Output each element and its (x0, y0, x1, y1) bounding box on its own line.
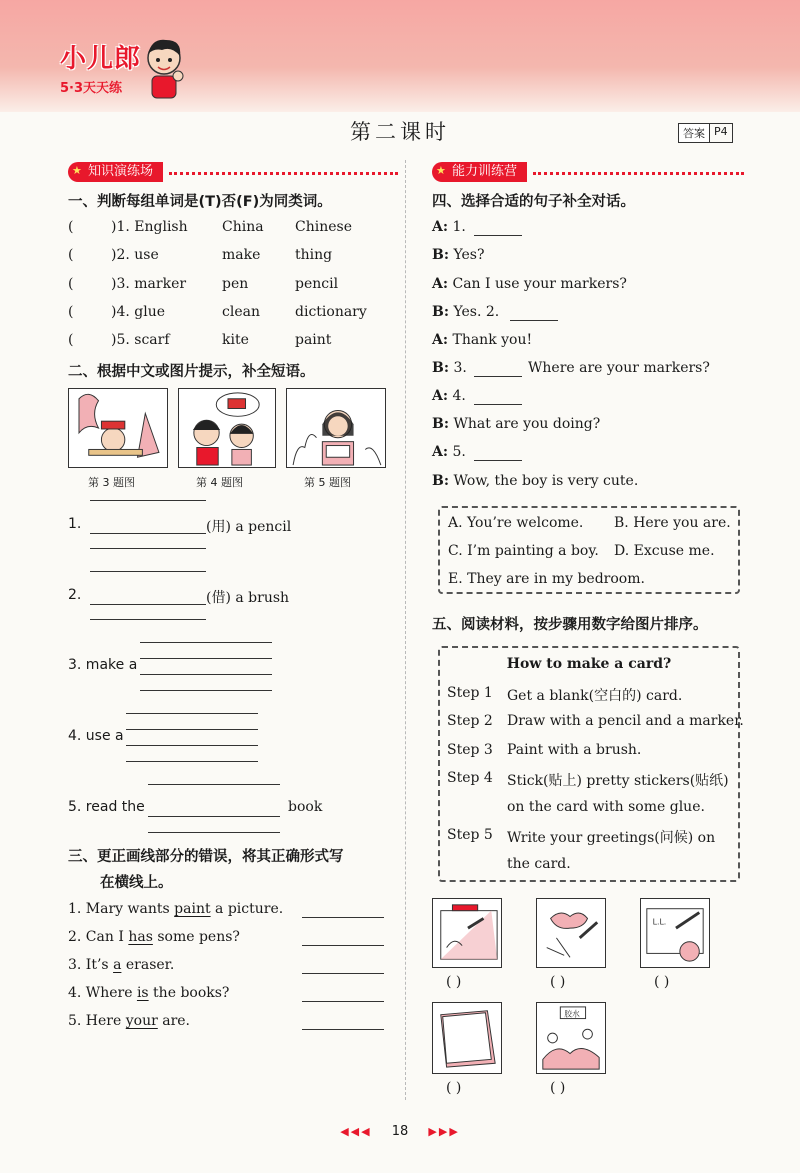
word-1: )1. English (111, 219, 188, 235)
dialog-line (432, 416, 600, 432)
answer-line[interactable] (148, 832, 280, 833)
word-2: clean (222, 304, 260, 320)
logo (60, 38, 141, 96)
answer-line[interactable] (90, 533, 206, 534)
answer-line[interactable] (126, 761, 258, 762)
dialog-text: 3. (453, 360, 467, 376)
speaker: A: (432, 332, 449, 348)
order-paren[interactable]: ( ) (550, 974, 566, 990)
dialog-text: Yes? (453, 247, 485, 263)
correction-item (68, 957, 174, 973)
speaker: B: (432, 360, 450, 376)
answer-paren[interactable]: ( (68, 276, 74, 292)
left-banner-label: ★ 知识演练场 (68, 162, 163, 182)
sentence-post: eraser. (121, 957, 175, 973)
dialog-text: Yes. 2. (453, 304, 500, 320)
phrase-text: 4. use a (68, 728, 124, 744)
step-text-cont: on the card with some glue. (507, 799, 705, 815)
step-text: Get a blank(空白的) card. (507, 688, 683, 704)
answer-page: P4 (714, 125, 728, 138)
dialog-text: 1. (452, 219, 466, 235)
dialog-line (432, 276, 627, 292)
dialog-text: What are you doing? (453, 416, 601, 432)
answer-line[interactable] (126, 745, 258, 746)
dialog-text: Thank you! (452, 332, 533, 348)
step-text: Write your greetings(问候) on (507, 830, 716, 846)
sentence-post: a picture. (210, 901, 284, 917)
boy-mascot-icon (142, 36, 186, 100)
dialog-text: 4. (452, 388, 466, 404)
sentence-pre: 4. Where (68, 985, 137, 1001)
right-section-banner (432, 162, 744, 182)
phrase-hint: (借) a brush (206, 590, 290, 606)
phrase-text: book (288, 799, 323, 815)
picture-caption: 第 4 题图 (196, 476, 243, 489)
answer-line[interactable] (474, 460, 522, 461)
speaker: A: (432, 276, 449, 292)
underlined-word: paint (174, 901, 211, 917)
card-title: How to make a card? (506, 656, 672, 672)
answer-line[interactable] (474, 235, 522, 236)
answer-line[interactable] (90, 571, 206, 572)
answer-line[interactable] (302, 945, 384, 946)
page-footer (0, 1124, 800, 1139)
dialog-text-after: Where are your markers? (528, 360, 710, 376)
order-paren[interactable]: ( ) (654, 974, 670, 990)
part5-title: 五、阅读材料，按步骤用数字给图片排序。 (432, 617, 708, 633)
option-d: D. Excuse me. (614, 543, 715, 559)
underlined-word: a (113, 957, 122, 973)
step-label: Step 4 (447, 770, 493, 786)
answer-line[interactable] (126, 729, 258, 730)
column-divider (405, 160, 406, 1100)
glue-label: 胶水 (564, 1009, 580, 1019)
correction-item (68, 985, 229, 1001)
left-section-banner (68, 162, 398, 182)
underlined-word: has (128, 929, 153, 945)
answer-paren[interactable]: ( (68, 304, 74, 320)
dialog-text: 5. (452, 444, 466, 460)
picture-drawing-icon (432, 898, 502, 968)
page-number: 18 (391, 1124, 409, 1139)
picture-painting-icon (68, 388, 168, 468)
left-arrows-icon: ◀◀◀ (340, 1125, 372, 1138)
option-e: E. They are in my bedroom. (448, 571, 645, 587)
sentence-post: are. (157, 1013, 191, 1029)
dialog-line (432, 444, 466, 460)
answer-line[interactable] (148, 784, 280, 785)
step-text: Stick(贴上) pretty stickers(贴纸) (507, 773, 729, 789)
word-3: pencil (295, 276, 339, 292)
dialog-line (432, 304, 499, 320)
answer-line[interactable] (474, 376, 522, 377)
speaker: B: (432, 304, 450, 320)
dialog-text: Can I use your markers? (452, 276, 627, 292)
dialog-line (432, 219, 466, 235)
word-3: paint (295, 332, 332, 348)
order-paren[interactable]: ( ) (446, 1080, 462, 1096)
answer-line[interactable] (140, 658, 272, 659)
step-text-cont: the card. (507, 856, 571, 872)
answer-line[interactable] (510, 320, 558, 321)
answer-label: 答案 (679, 124, 710, 142)
answer-paren[interactable]: ( (68, 247, 74, 263)
answer-line[interactable] (140, 674, 272, 675)
step-label: Step 1 (447, 685, 493, 701)
word-1: )5. scarf (111, 332, 170, 348)
answer-line[interactable] (302, 973, 384, 974)
sentence-pre: 1. Mary wants (68, 901, 175, 917)
sentence-post: some pens? (152, 929, 240, 945)
dialog-line (432, 360, 467, 376)
logo-sub-text: 5·3天天练 (60, 81, 123, 96)
answer-paren[interactable]: ( (68, 332, 74, 348)
answer-line[interactable] (302, 917, 384, 918)
underlined-word: your (125, 1013, 158, 1029)
speaker: B: (432, 416, 450, 432)
speaker: B: (432, 473, 450, 489)
banner-dots (533, 172, 744, 175)
answer-line[interactable] (474, 404, 522, 405)
speaker: A: (432, 444, 449, 460)
part3-title: 三、更正画线部分的错误，将其正确形式写 (68, 849, 344, 865)
speaker: A: (432, 219, 449, 235)
phrase-number: 2. (68, 587, 82, 603)
dialog-line (432, 473, 638, 489)
picture-caption: 第 3 题图 (88, 476, 135, 489)
part2-title: 二、根据中文或图片提示，补全短语。 (68, 364, 315, 380)
option-c: C. I’m painting a boy. (448, 543, 599, 559)
sentence-pre: 2. Can I (68, 929, 129, 945)
dialog-line (432, 332, 532, 348)
answer-line[interactable] (140, 642, 272, 643)
picture-painting-brush-icon (536, 898, 606, 968)
picture-caption: 第 5 题图 (304, 476, 351, 489)
phrase-text: 5. read the (68, 799, 145, 815)
part3-title-cont: 在横线上。 (100, 875, 173, 891)
dialog-text: Wow, the boy is very cute. (453, 473, 639, 489)
answer-line[interactable] (90, 500, 206, 501)
answer-line[interactable] (148, 816, 280, 817)
order-paren[interactable]: ( ) (550, 1080, 566, 1096)
phrase-hint: (用) a pencil (206, 519, 292, 535)
word-2: pen (222, 276, 249, 292)
word-3: dictionary (295, 304, 367, 320)
step-label: Step 2 (447, 713, 493, 729)
phrase-number: 1. (68, 516, 82, 532)
answer-line[interactable] (90, 548, 206, 549)
picture-girl-reading-icon (286, 388, 386, 468)
option-a: A. You’re welcome. (448, 515, 584, 531)
part1-title: 一、判断每组单词是(T)否(F)为同类词。 (68, 194, 332, 210)
underlined-word: is (136, 985, 149, 1001)
answer-line[interactable] (90, 619, 206, 620)
card-scribble-text: L.L. (652, 917, 667, 927)
answer-line[interactable] (302, 1001, 384, 1002)
answer-line[interactable] (90, 604, 206, 605)
option-b: B. Here you are. (614, 515, 731, 531)
logo-main-text: 小儿郎 (60, 44, 142, 74)
sentence-post: the books? (148, 985, 230, 1001)
answer-line[interactable] (302, 1029, 384, 1030)
correction-item (68, 929, 240, 945)
picture-writing-icon (640, 898, 710, 968)
picture-blank-card-icon (432, 1002, 502, 1074)
right-arrows-icon: ▶▶▶ (428, 1125, 460, 1138)
step-text: Draw with a pencil and a marker. (507, 713, 744, 729)
word-3: Chinese (295, 219, 352, 235)
answer-line[interactable] (140, 690, 272, 691)
dialog-line (432, 247, 484, 263)
banner-dots (169, 172, 398, 175)
phrase-text: 3. make a (68, 657, 138, 673)
answer-line[interactable] (126, 713, 258, 714)
right-banner-label: ★ 能力训练营 (432, 162, 527, 182)
speaker: A: (432, 388, 449, 404)
part4-title: 四、选择合适的句子补全对话。 (432, 194, 635, 210)
step-label: Step 3 (447, 742, 493, 758)
word-2: make (222, 247, 261, 263)
step-label: Step 5 (447, 827, 493, 843)
picture-sticker-glue-icon (536, 1002, 606, 1074)
answer-page-tag (678, 123, 733, 143)
word-2: kite (222, 332, 249, 348)
lesson-title: 第二课时 (350, 120, 450, 144)
step-text: Paint with a brush. (507, 742, 642, 758)
dialog-line (432, 388, 466, 404)
answer-paren[interactable]: ( (68, 219, 74, 235)
order-paren[interactable]: ( ) (446, 974, 462, 990)
sentence-pre: 5. Here (68, 1013, 126, 1029)
word-1: )4. glue (111, 304, 166, 320)
word-2: China (222, 219, 264, 235)
correction-item (68, 1013, 190, 1029)
picture-two-girls-icon (178, 388, 276, 468)
sentence-pre: 3. It’s (68, 957, 114, 973)
word-3: thing (295, 247, 333, 263)
correction-item (68, 901, 283, 917)
word-1: )3. marker (111, 276, 187, 292)
word-1: )2. use (111, 247, 159, 263)
speaker: B: (432, 247, 450, 263)
